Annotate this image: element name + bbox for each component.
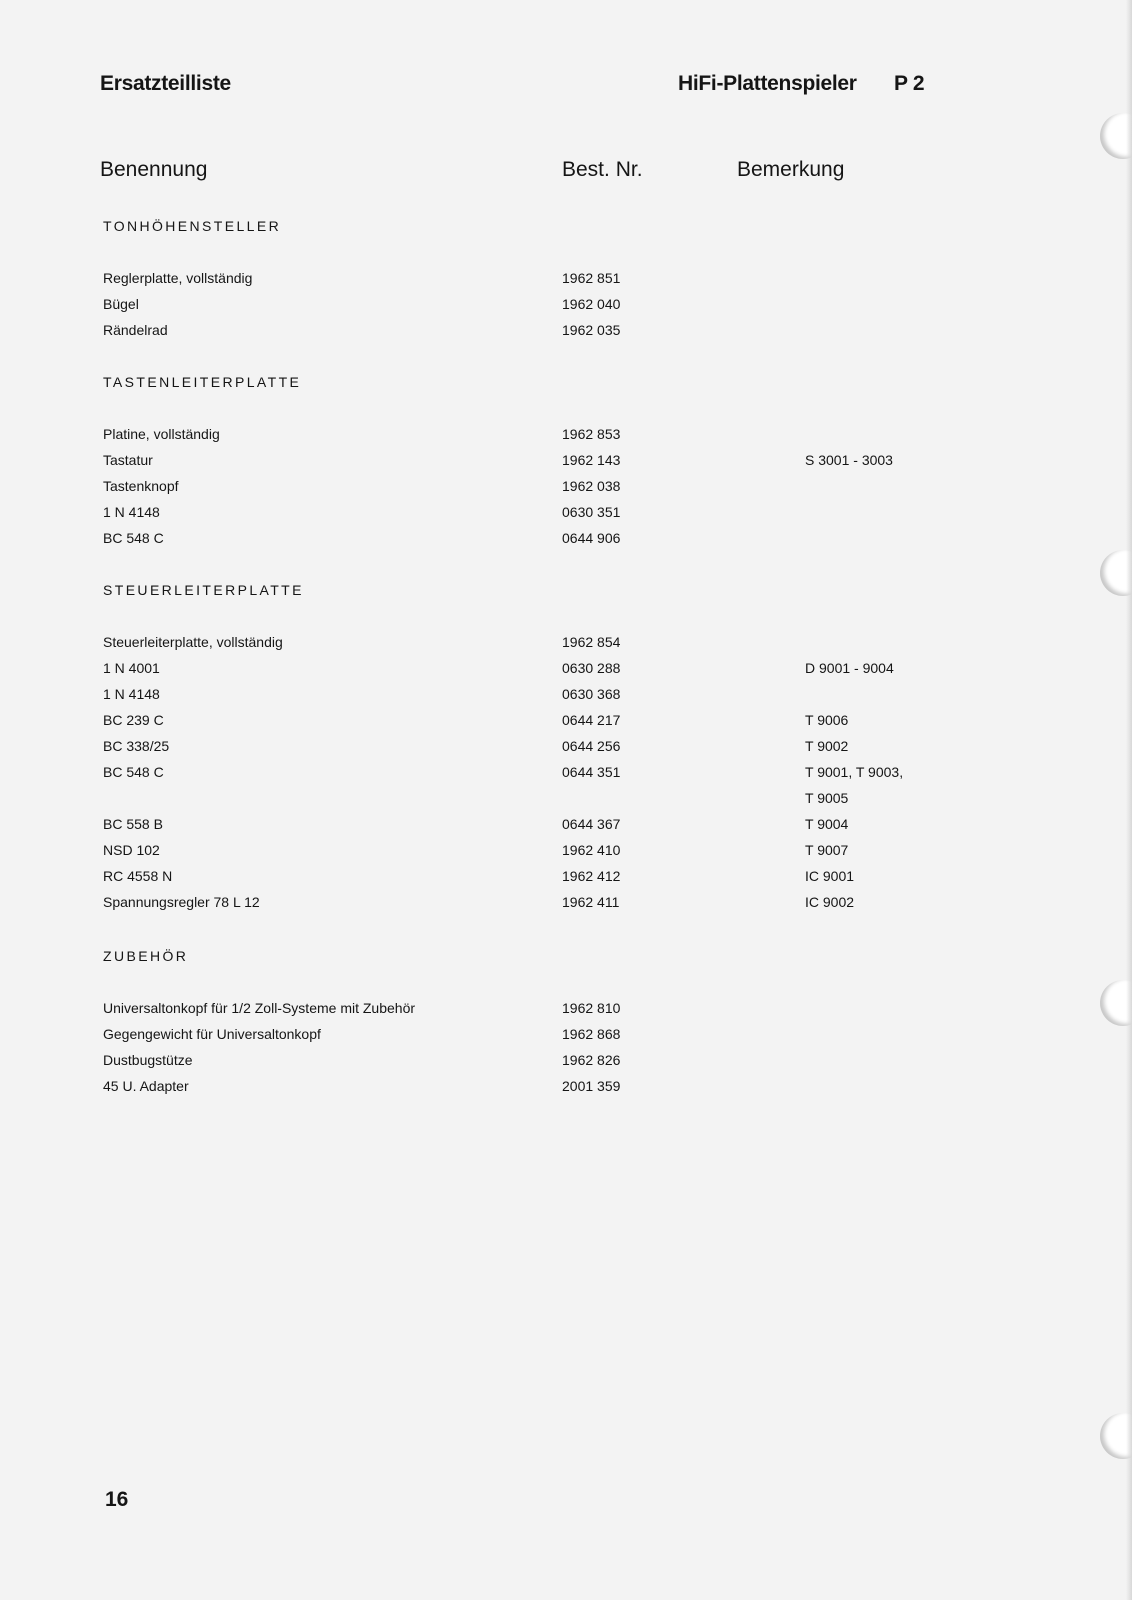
table-row	[0, 660, 1132, 684]
part-remark: T 9004	[805, 816, 849, 832]
part-name: Universaltonkopf für 1/2 Zoll-Systeme mit Zubehör	[103, 1000, 416, 1016]
table-row	[0, 1052, 1132, 1076]
table-row	[0, 270, 1132, 294]
table-row	[0, 426, 1132, 450]
table-row	[0, 452, 1132, 476]
table-row	[0, 322, 1132, 346]
part-number: 1962 035	[562, 322, 621, 338]
part-number: 1962 853	[562, 426, 621, 442]
part-number: 0644 351	[562, 764, 621, 780]
part-name: 1 N 4148	[103, 504, 160, 520]
table-row	[0, 530, 1132, 554]
table-row	[0, 634, 1132, 658]
part-name: Bügel	[103, 296, 139, 312]
document-title: Ersatzteilliste	[100, 72, 231, 95]
part-name: Dustbugstütze	[103, 1052, 193, 1068]
table-row	[0, 712, 1132, 736]
part-name: BC 548 C	[103, 764, 164, 780]
part-remark: S 3001 - 3003	[805, 452, 893, 468]
part-number: 2001 359	[562, 1078, 621, 1094]
table-row	[0, 504, 1132, 528]
part-number: 0630 368	[562, 686, 621, 702]
part-name: Spannungsregler 78 L 12	[103, 894, 260, 910]
part-number: 1962 851	[562, 270, 621, 286]
table-row	[0, 894, 1132, 918]
section-title: STEUERLEITERPLATTE	[103, 582, 304, 598]
part-number: 0644 256	[562, 738, 621, 754]
part-remark: T 9007	[805, 842, 849, 858]
section-title: ZUBEHÖR	[103, 948, 189, 964]
part-name: Reglerplatte, vollständig	[103, 270, 253, 286]
part-name: Gegengewicht für Universaltonkopf	[103, 1026, 321, 1042]
part-number: 1962 868	[562, 1026, 621, 1042]
column-header-remark: Bemerkung	[737, 158, 845, 181]
part-number: 0644 217	[562, 712, 621, 728]
part-name: BC 239 C	[103, 712, 164, 728]
part-remark: T 9006	[805, 712, 849, 728]
table-row	[0, 296, 1132, 320]
part-number: 1962 412	[562, 868, 621, 884]
page-number: 16	[105, 1488, 129, 1511]
part-name: Rändelrad	[103, 322, 168, 338]
part-name: Steuerleiterplatte, vollständig	[103, 634, 283, 650]
part-name: BC 548 C	[103, 530, 164, 546]
part-name: Tastenknopf	[103, 478, 179, 494]
part-remark: D 9001 - 9004	[805, 660, 894, 676]
part-number: 1962 040	[562, 296, 621, 312]
part-name: 45 U. Adapter	[103, 1078, 189, 1094]
part-number: 1962 826	[562, 1052, 621, 1068]
part-number: 1962 411	[562, 894, 620, 910]
section-title: TONHÖHENSTELLER	[103, 218, 282, 234]
column-header-name: Benennung	[100, 158, 208, 181]
table-row	[0, 816, 1132, 840]
table-row	[0, 790, 1132, 814]
part-number: 0644 367	[562, 816, 621, 832]
table-row	[0, 478, 1132, 502]
part-name: 1 N 4001	[103, 660, 160, 676]
part-number: 1962 038	[562, 478, 621, 494]
table-row	[0, 738, 1132, 762]
part-name: NSD 102	[103, 842, 160, 858]
part-number: 0630 288	[562, 660, 621, 676]
part-remark: IC 9002	[805, 894, 855, 910]
part-number: 1962 810	[562, 1000, 621, 1016]
part-number: 1962 410	[562, 842, 621, 858]
part-name: 1 N 4148	[103, 686, 160, 702]
part-remark: IC 9001	[805, 868, 855, 884]
part-name: Platine, vollständig	[103, 426, 220, 442]
table-row	[0, 686, 1132, 710]
part-remark: T 9005	[805, 790, 849, 806]
part-name: BC 338/25	[103, 738, 170, 754]
part-remark: T 9002	[805, 738, 849, 754]
table-row	[0, 1078, 1132, 1102]
page-edge	[1126, 0, 1132, 1600]
part-remark: T 9001, T 9003,	[805, 764, 904, 780]
section-title: TASTENLEITERPLATTE	[103, 374, 302, 390]
table-row	[0, 764, 1132, 788]
part-name: BC 558 B	[103, 816, 163, 832]
table-row	[0, 842, 1132, 866]
table-row	[0, 1000, 1132, 1024]
product-title: HiFi-Plattenspieler	[678, 72, 857, 95]
table-row	[0, 868, 1132, 892]
part-number: 1962 143	[562, 452, 621, 468]
model-label: P 2	[894, 72, 925, 95]
part-number: 0630 351	[562, 504, 621, 520]
part-name: Tastatur	[103, 452, 153, 468]
part-number: 1962 854	[562, 634, 621, 650]
part-number: 0644 906	[562, 530, 621, 546]
part-name: RC 4558 N	[103, 868, 173, 884]
table-row	[0, 1026, 1132, 1050]
column-header-number: Best. Nr.	[562, 158, 643, 181]
